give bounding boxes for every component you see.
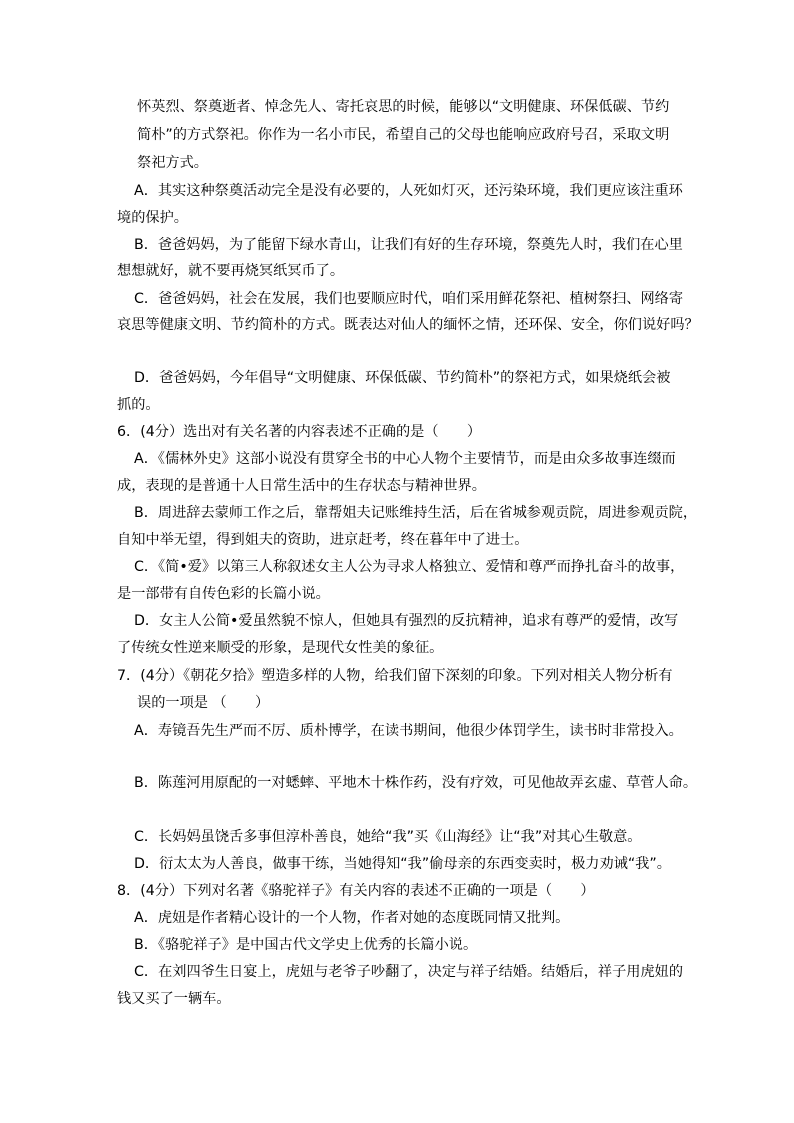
text-line: 境的保护。 — [117, 210, 188, 226]
option-b: B．陈莲河用原配的一对蟋蟀、平地木十株作药，没有疗效，可见他故弄玄虚、草菅人命。 — [134, 775, 698, 791]
option-c: C．《简•爱》以第三人称叙述女主人公为寻求人格独立、爱情和尊严而挣扎奋斗的故事， — [134, 559, 685, 575]
text-line: 自知中举无望，得到姐夫的资助，进京赶考，终在暮年中了进士。 — [117, 532, 529, 548]
text-line: 祭祀方式。 — [137, 155, 208, 171]
text-line: 怀英烈、祭奠逝者、悼念先人、寄托哀思的时候，能够以“文明健康、环保低碳、节约 — [137, 99, 670, 115]
option-d: D．爸爸妈妈，今年倡导“文明健康、环保低碳、节约简朴”的祭祀方式，如果烧纸会被 — [134, 370, 671, 386]
text-line: 哀思等健康文明、节约简朴的方式。既表达对仙人的缅怀之情，还环保、安全，你们说好吗？ — [117, 317, 699, 333]
option-a: A．《儒林外史》这部小说没有贯穿全书的中心人物个主要情节，而是由众多故事连缀而 — [134, 451, 676, 467]
option-a: A．寿镜吾先生严而不厉、质朴博学，在读书期间，他很少体罚学生，读书时非常投入。 — [134, 723, 683, 739]
question-6: 6．(4分）选出对有关名著的内容表述不正确的是（ ） — [117, 424, 482, 440]
text-line: 想想就好，就不要再烧冥纸冥币了。 — [117, 263, 345, 279]
option-d: D．女主人公简•爱虽然貌不惊人，但她具有强烈的反抗精神，追求有尊严的爱情，改写 — [134, 613, 679, 629]
text-line: 成，表现的是普通十人日常生活中的生存状态与精神世界。 — [117, 478, 486, 494]
text-line: 是一部带有自传色彩的长篇小说。 — [117, 586, 330, 602]
option-c: C．长妈妈虽饶舌多事但淳朴善良，她给“我”买《山海经》让“我”对其心生敬意。 — [134, 829, 642, 845]
option-d: D．衍太太为人善良，做事干练，当她得知“我”偷母亲的东西变卖时，极力劝诫“我”。 — [134, 856, 671, 872]
option-a: A．虎妞是作者精心设计的一个人物，作者对她的态度既同情又批判。 — [134, 910, 570, 926]
text-line: 误的一项是 （ ） — [137, 695, 270, 711]
question-8: 8．(4分）下列对名著《骆驼祥子》有关内容的表述不正确的一项是（ ） — [117, 883, 595, 899]
option-b: B．周进辞去蒙师工作之后，靠帮姐夫记账维持生活，后在省城参观贡院，周进参观贡院， — [134, 505, 698, 521]
option-b: B．《骆驼祥子》是中国古代文学史上优秀的长篇小说。 — [134, 937, 478, 953]
option-a: A．其实这种祭奠活动完全是没有必要的，人死如灯灭，还污染环境，我们更应该注重环 — [134, 183, 683, 199]
text-line: 简朴”的方式祭祀。你作为一名小市民，希望自己的父母也能响应政府号召，采取文明 — [137, 127, 670, 143]
option-b: B．爸爸妈妈，为了能留下绿水青山，让我们有好的生存环境，祭奠先人时，我们在心里 — [134, 237, 683, 253]
text-line: 抓的。 — [117, 397, 160, 413]
question-7: 7．(4分）《朝花夕拾》塑造多样的人物，给我们留下深刻的印象。下列对相关人物分析有 — [117, 668, 673, 684]
text-line: 了传统女性逆来顺受的形象，是现代女性美的象征。 — [117, 640, 444, 656]
option-c: C．爸爸妈妈，社会在发展，我们也要顺应时代，咱们采用鲜花祭祀、植树祭扫、网络寄 — [134, 291, 684, 307]
text-line: 钱又买了一辆车。 — [117, 991, 231, 1007]
option-c: C．在刘四爷生日宴上，虎妞与老爷子吵翻了，决定与祥子结婚。结婚后，祥子用虎妞的 — [134, 964, 684, 980]
